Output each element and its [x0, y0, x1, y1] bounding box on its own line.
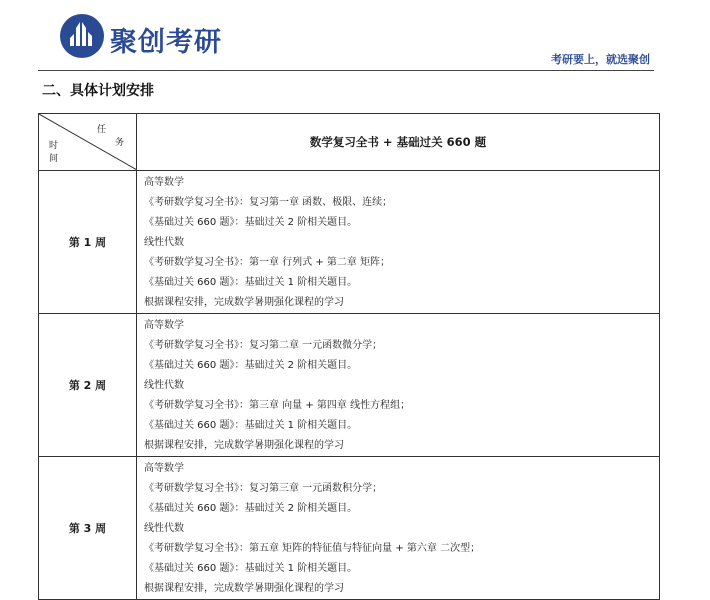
week-content — [137, 171, 660, 314]
corner-task-char: 务 — [115, 138, 125, 148]
content-line: 《考研数学复习全书》：第五章 矩阵的特征值与特征向量 + 第六章 二次型； — [144, 543, 481, 554]
page-header — [0, 0, 710, 74]
week-content — [137, 314, 660, 457]
column-header: 数学复习全书 + 基础过关 660 题 — [137, 114, 660, 171]
corner-cell — [39, 114, 137, 171]
content-line: 高等数学 — [144, 177, 184, 188]
content-line: 高等数学 — [144, 320, 184, 331]
content-line: 线性代数 — [144, 523, 184, 534]
content-line: 根据课程安排，完成数学暑期强化课程的学习 — [144, 440, 344, 451]
week-content — [137, 457, 660, 600]
content-line: 《考研数学复习全书》：第一章 行列式 + 第二章 矩阵； — [144, 257, 391, 268]
week-label: 第 2 周 — [39, 314, 137, 457]
content-line: 根据课程安排，完成数学暑期强化课程的学习 — [144, 583, 344, 594]
week-label: 第 1 周 — [39, 171, 137, 314]
content-line: 《考研数学复习全书》：复习第三章 一元函数积分学； — [144, 483, 383, 494]
logo-emblem — [60, 14, 154, 64]
logo-text: 聚创考研 — [110, 27, 222, 58]
building-logo-icon — [60, 14, 104, 58]
logo-subtitle: 聚创教育 — [129, 57, 154, 64]
content-line: 高等数学 — [144, 463, 184, 474]
week-label: 第 3 周 — [39, 457, 137, 600]
table-header-row — [39, 114, 660, 171]
content-line: 线性代数 — [144, 380, 184, 391]
table-row — [39, 457, 660, 600]
content-line: 《基础过关 660 题》：基础过关 2 阶相关题目。 — [144, 360, 358, 371]
content-line: 《基础过关 660 题》：基础过关 2 阶相关题目。 — [144, 503, 358, 514]
content-line: 《基础过关 660 题》：基础过关 1 阶相关题目。 — [144, 420, 358, 431]
table-row — [39, 314, 660, 457]
slogan: 考研要上，就选聚创 — [551, 53, 650, 66]
content-line: 《考研数学复习全书》：复习第一章 函数、极限、连续； — [144, 197, 393, 208]
content-line: 《考研数学复习全书》：复习第二章 一元函数微分学； — [144, 340, 383, 351]
content-line: 《基础过关 660 题》：基础过关 2 阶相关题目。 — [144, 217, 358, 228]
content-line: 《基础过关 660 题》：基础过关 1 阶相关题目。 — [144, 277, 358, 288]
header-divider — [38, 70, 654, 71]
content-line: 根据课程安排，完成数学暑期强化课程的学习 — [144, 297, 344, 308]
corner-time-char: 间 — [49, 154, 59, 164]
section-title: 二、具体计划安排 — [42, 83, 154, 99]
table-row — [39, 171, 660, 314]
content-line: 线性代数 — [144, 237, 184, 248]
corner-task-char: 任 — [97, 125, 107, 135]
plan-table — [38, 113, 660, 600]
content-line: 《基础过关 660 题》：基础过关 1 阶相关题目。 — [144, 563, 358, 574]
content-line: 《考研数学复习全书》：第三章 向量 + 第四章 线性方程组； — [144, 400, 411, 411]
corner-time-char: 时 — [49, 141, 59, 151]
